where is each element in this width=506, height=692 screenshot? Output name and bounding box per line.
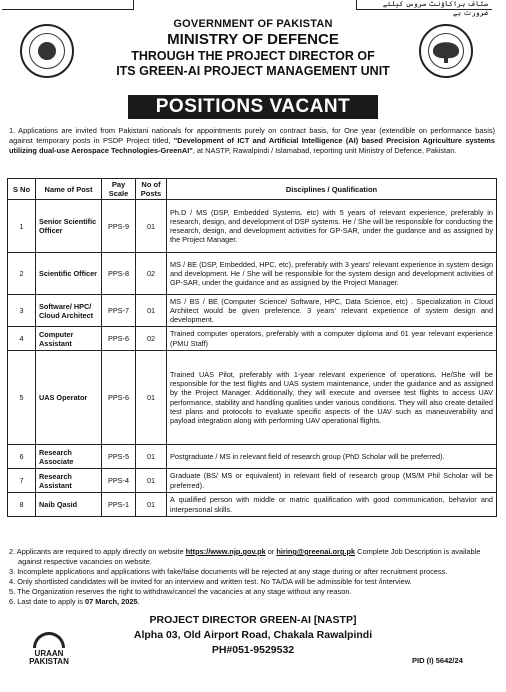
note-5: 5. The Organization reserves the right to withdraw/cancel the vacancies at any stage without any reason. [9, 587, 352, 597]
header-through: THROUGH THE PROJECT DIRECTOR OF [131, 49, 375, 63]
note-3: 3. Incomplete applications and applications with fake/false documents will be rejected at any stage during or after recruitment process. [9, 567, 448, 577]
previous-ad-border-left [2, 0, 134, 10]
intro-paragraph [9, 126, 495, 157]
row-disciplines: Trained UAS Pilot, preferably with 1-year relevant experience of operations. He/She will be responsible for the test flights and UAS system maintenance, under the guidance and as assigned by the Project Manager. Additionally, they will execute and oversee test flights to access UAV performance, stability and handling qualities under various conditions. They will also create detailed test plans and protocols to evaluate specific aspects of the UAV such as maneuverability and payload integration along with performing UAV operational flights. [167, 351, 497, 445]
row-scale: PPS-9 [102, 200, 136, 253]
col-scale: Pay Scale [102, 179, 136, 200]
row-sno: 4 [8, 327, 36, 351]
note-2-or: or [265, 547, 277, 556]
row-disciplines: A qualified person with middle or matric qualification with good communication, behavior and interpersonal skills. [167, 493, 497, 517]
row-disciplines: MS / BE (DSP, Embedded, HPC, etc), preferably with 3 years' relevant experience in system design and development. He / She will be responsible for the system design and development activities of GP-SAR, under the guidance and as assigned by the Project Manager. [167, 253, 497, 295]
intro-text-2: , at NASTP, Rawalpindi / Islamabad, reporting unit Ministry of Defence, Pakistan. [192, 146, 457, 156]
header-ministry: MINISTRY OF DEFENCE [167, 31, 339, 48]
row-posts: 01 [136, 469, 167, 493]
row-posts: 02 [136, 253, 167, 295]
intro-text-1: 1. Applications are invited from Pakistani nationals for appointments purely on contract basis, for One year (extendible on performance basis) against temporary posts in PSDP Project titled, [9, 126, 495, 146]
row-scale: PPS-7 [102, 295, 136, 327]
table-header-row [8, 179, 497, 200]
notes [9, 547, 495, 608]
row-scale: PPS-6 [102, 351, 136, 445]
row-post: Research Assistant [36, 469, 102, 493]
header [0, 18, 506, 78]
footer-address: Alpha 03, Old Airport Road, Chakala Rawalpindi [133, 629, 373, 641]
note-6-end: . [137, 597, 140, 607]
row-post: UAS Operator [36, 351, 102, 445]
logo-text-2: PAKISTAN [29, 657, 69, 666]
table-row [8, 445, 497, 469]
table-row [8, 200, 497, 253]
website-link[interactable]: https://www.njp.gov.pk [185, 547, 266, 556]
row-post: Software/ HPC/ Cloud Architect [36, 295, 102, 327]
positions-table [7, 178, 497, 517]
row-post: Computer Assistant [36, 327, 102, 351]
row-sno: 3 [8, 295, 36, 327]
email-link[interactable]: hiring@greenai.org.pk [276, 547, 356, 556]
table-row [8, 469, 497, 493]
row-posts: 01 [136, 493, 167, 517]
row-disciplines: Graduate (BS/ MS or equivalent) in relevant field of research group (MS/M Phil Scholar will be preferred). [167, 469, 497, 493]
note-2-text: 2. Applicants are required to apply directly on website [9, 547, 186, 556]
row-disciplines: Trained computer operators, preferably with a computer diploma and 01 year relevant experience (PMU Staff) [167, 327, 497, 351]
positions-vacant-banner: POSITIONS VACANT [128, 95, 378, 119]
col-posts: No of Posts [136, 179, 167, 200]
header-unit: ITS GREEN-AI PROJECT MANAGEMENT UNIT [116, 64, 390, 78]
row-post: Scientific Officer [36, 253, 102, 295]
row-sno: 8 [8, 493, 36, 517]
table-row [8, 493, 497, 517]
note-4: 4. Only shortlisted candidates will be invited for an interview and written test. No TA/DA will be admissible for test /interview. [9, 577, 412, 587]
top-strip [0, 0, 506, 17]
row-posts: 02 [136, 327, 167, 351]
row-sno: 5 [8, 351, 36, 445]
note-2 [9, 547, 495, 567]
row-scale: PPS-5 [102, 445, 136, 469]
row-post: Research Associate [36, 445, 102, 469]
row-posts: 01 [136, 295, 167, 327]
col-sno: S No [8, 179, 36, 200]
uraan-pakistan-logo-icon [20, 632, 78, 676]
row-sno: 6 [8, 445, 36, 469]
footer-office: PROJECT DIRECTOR GREEN-AI [NASTP] [149, 614, 357, 626]
note-6 [9, 597, 495, 607]
table-row [8, 295, 497, 327]
logo-text-1: URAAN [34, 649, 64, 658]
row-scale: PPS-8 [102, 253, 136, 295]
row-sno: 7 [8, 469, 36, 493]
previous-ad-urdu: سٹاف ہراکاؤنٹ سروس کیلئے ضرورت ہے [356, 0, 492, 10]
row-posts: 01 [136, 200, 167, 253]
last-date: 07 March, 2025 [85, 597, 138, 607]
row-posts: 01 [136, 445, 167, 469]
row-disciplines: MS / BS / BE (Computer Science/ Software, HPC, Data Science, etc) . Specialization in Cloud Architect would be given preference. 3 years' relevant experience of system design and development. [167, 295, 497, 327]
row-disciplines: Ph.D / MS (DSP, Embedded Systems. etc) with 5 years of relevant experience, preferably in research, design, and development of DSP systems. He / She will be responsible for conducting the research, design, and development activities for GP-SAR, under the guidance and as assigned by the Project Manager. [167, 200, 497, 253]
row-scale: PPS-6 [102, 327, 136, 351]
col-post: Name of Post [36, 179, 102, 200]
row-sno: 2 [8, 253, 36, 295]
header-government: GOVERNMENT OF PAKISTAN [173, 18, 333, 30]
footer-phone: PH#051-9529532 [211, 644, 295, 656]
row-scale: PPS-4 [102, 469, 136, 493]
pid-number: PID (I) 5642/24 [412, 656, 463, 665]
row-post: Naib Qasid [36, 493, 102, 517]
row-posts: 01 [136, 351, 167, 445]
table-row [8, 327, 497, 351]
note-2-text-2: Complete Job Description is available against respective vacancies on website. [18, 547, 481, 567]
row-sno: 1 [8, 200, 36, 253]
row-scale: PPS-1 [102, 493, 136, 517]
row-post: Senior Scientific Officer [36, 200, 102, 253]
table-row [8, 351, 497, 445]
table-row [8, 253, 497, 295]
note-6-text: 6. Last date to apply is [9, 597, 86, 607]
row-disciplines: Postgraduate / MS in relevant field of research group (PhD Scholar will be preferred). [167, 445, 497, 469]
intro-project-title: "Development of ICT and Artificial Intelligence (AI) based Precision Agriculture systems utilizing dual-use Aerospace Technologies-GreenAI" [9, 136, 495, 156]
col-disciplines: Disciplines / Qualification [167, 179, 497, 200]
